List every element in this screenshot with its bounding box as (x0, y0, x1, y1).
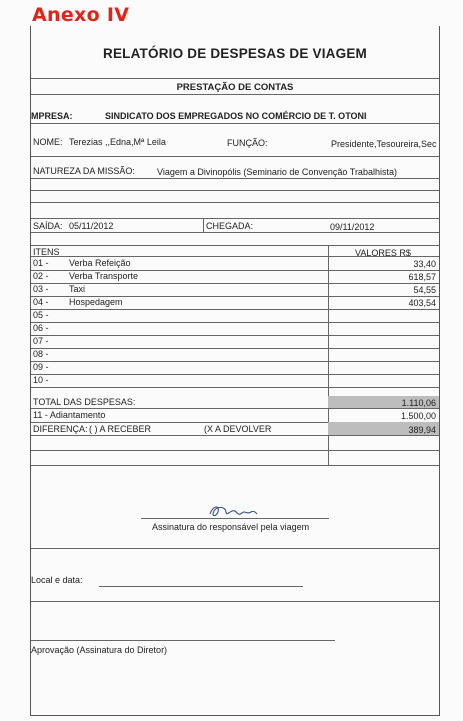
row-divider (31, 361, 439, 362)
divider (31, 548, 439, 549)
divider (31, 601, 439, 602)
divider (31, 245, 439, 246)
diferenca-label: DIFERENÇA: (33, 424, 88, 434)
divider (31, 232, 439, 233)
annex-title: Anexo IV (32, 4, 130, 26)
total-value: 1.110,06 (401, 398, 436, 408)
item-description: Taxi (69, 284, 86, 294)
funcao-value: Presidente,Tesoureira,Sec (331, 139, 437, 149)
local-data-label: Local e data: (31, 575, 83, 585)
items-header: ITENS (33, 247, 60, 257)
local-data-line (99, 586, 303, 587)
item-value: 618,57 (408, 272, 436, 282)
divider (31, 218, 439, 219)
divider (31, 190, 439, 191)
total-label: TOTAL DAS DESPESAS: (33, 397, 136, 407)
divider (31, 256, 439, 257)
missao-value: Viagem a Divinopólis (Seminario de Convenção Trabalhista) (157, 167, 397, 177)
adiantamento-value: 1.500,00 (400, 411, 436, 421)
item-number: 09 - (33, 362, 49, 372)
item-value: 33,40 (413, 259, 436, 269)
item-description: Hospedagem (69, 297, 123, 307)
chegada-label: CHEGADA: (206, 221, 254, 231)
section-title: PRESTAÇÃO DE CONTAS (176, 82, 294, 93)
divider (31, 78, 439, 79)
signature-line (141, 518, 329, 519)
row-divider (31, 322, 439, 323)
divider (31, 94, 439, 95)
diferenca-value: 389,94 (408, 425, 436, 435)
item-number: 08 - (33, 349, 49, 359)
item-number: 07 - (33, 336, 49, 346)
nome-label: NOME: (33, 137, 63, 147)
divider (31, 202, 439, 203)
divider (203, 218, 204, 232)
divider (31, 156, 439, 157)
item-number: 05 - (33, 310, 49, 320)
row-divider (31, 348, 439, 349)
item-value: 403,54 (408, 298, 436, 308)
divider (31, 465, 439, 466)
item-number: 01 - (33, 258, 49, 268)
item-number: 06 - (33, 323, 49, 333)
divider (31, 450, 439, 451)
item-number: 10 - (33, 375, 49, 385)
aprovacao-label: Aprovação (Assinatura do Diretor) (31, 645, 168, 655)
row-divider (31, 374, 439, 375)
adiantamento-label: 11 - Adiantamento (33, 410, 106, 420)
item-number: 02 - (33, 271, 49, 281)
signature-caption: Assinatura do responsável pela viagem (152, 522, 310, 532)
row-divider (31, 283, 439, 284)
item-value: 54,55 (413, 285, 436, 295)
aprovacao-line (31, 640, 335, 641)
saida-label: SAÍDA: (33, 221, 63, 231)
expense-report-form (30, 26, 440, 716)
row-divider (31, 387, 439, 388)
values-header: VALORES R$ (355, 248, 411, 258)
divider (31, 123, 439, 124)
item-description: Verba Transporte (69, 271, 139, 281)
row-divider (31, 335, 439, 336)
divider (31, 408, 439, 409)
chegada-value: 09/11/2012 (330, 222, 375, 232)
signature-scribble (207, 502, 259, 522)
item-description: Verba Refeição (69, 258, 131, 268)
saida-value: 05/11/2012 (69, 221, 114, 231)
item-number: 03 - (33, 284, 49, 294)
row-divider (31, 309, 439, 310)
empresa-label: MPRESA: (31, 111, 73, 121)
option-devolver: (X A DEVOLVER (204, 424, 272, 434)
report-title: RELATÓRIO DE DESPESAS DE VIAGEM (103, 46, 367, 61)
funcao-label: FUNÇÃO: (227, 138, 268, 148)
divider (31, 178, 439, 179)
item-number: 04 - (33, 297, 49, 307)
nome-value: Terezias ,,Edna,Mª Leila (69, 137, 166, 147)
missao-label: NATUREZA DA MISSÃO: (33, 166, 135, 176)
empresa-value: SINDICATO DOS EMPREGADOS NO COMÉRCIO DE T. OTONI (105, 111, 367, 121)
option-receber: ( ) A RECEBER (89, 424, 152, 434)
divider (31, 435, 439, 436)
